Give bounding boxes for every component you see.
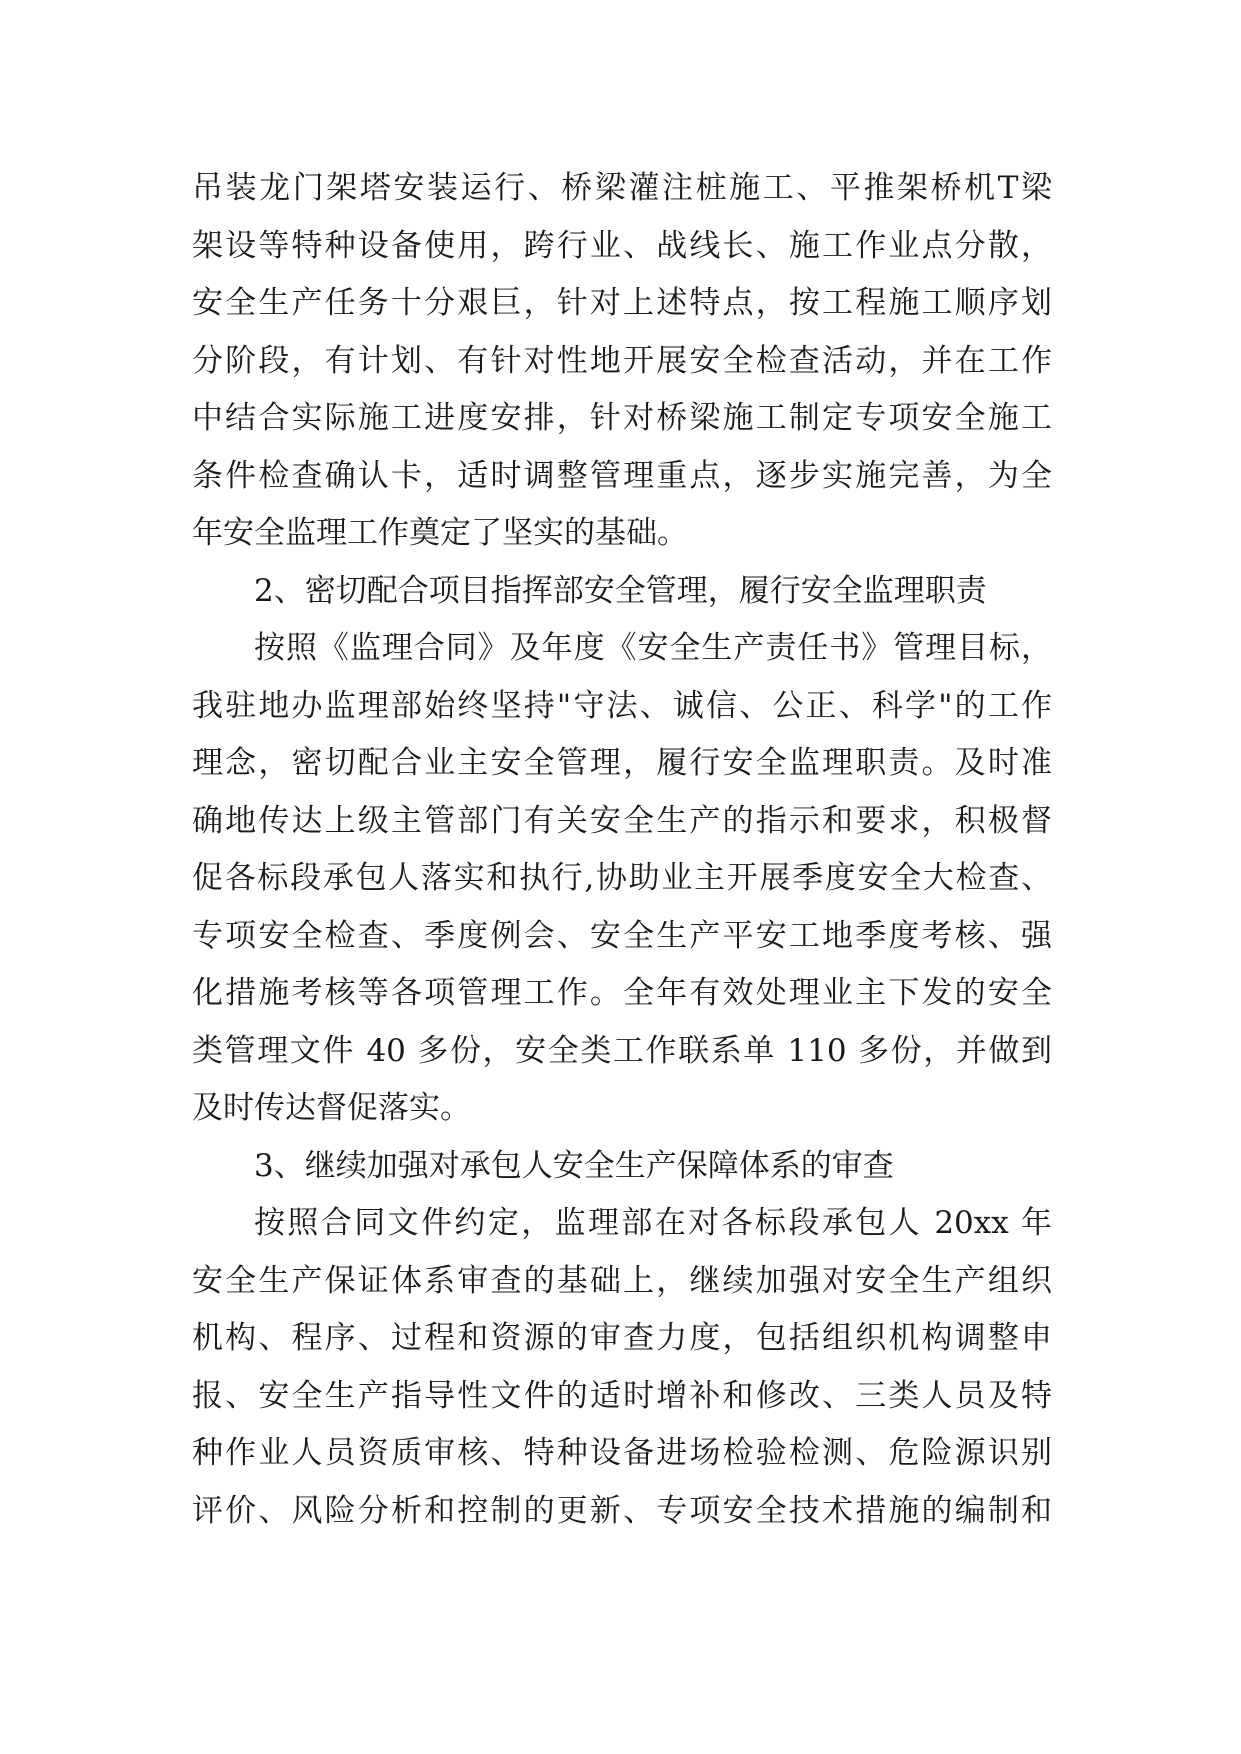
text-line: 吊装龙门架塔安装运行、桥梁灌注桩施工、平推架桥机T梁 <box>192 170 1052 206</box>
text-line: 架设等特种设备使用，跨行业、战线长、施工作业点分散， <box>192 227 1052 264</box>
text-line: 我驻地办监理部始终坚持"守法、诚信、公正、科学"的工作 <box>192 687 1052 724</box>
section-heading: 3、继续加强对承包人安全生产保障体系的审查 <box>254 1147 894 1184</box>
text-line: 及时传达督促落实。 <box>192 1090 471 1126</box>
text-line: 中结合实际施工进度安排，针对桥梁施工制定专项安全施工 <box>192 400 1052 436</box>
document-body <box>192 160 1052 1540</box>
text-line: 安全生产保证体系审查的基础上，继续加强对安全生产组织 <box>192 1262 1052 1299</box>
text-line: 种作业人员资质审核、特种设备进场检验检测、危险源识别 <box>192 1435 1052 1471</box>
text-line: 机构、程序、过程和资源的审查力度，包括组织机构调整申 <box>192 1320 1052 1356</box>
text-line: 确地传达上级主管部门有关安全生产的指示和要求，积极督 <box>192 802 1052 839</box>
text-line: 年安全监理工作奠定了坚实的基础。 <box>192 515 688 551</box>
text-line: 按照《监理合同》及年度《安全生产责任书》管理目标， <box>254 630 1052 666</box>
text-line: 按照合同文件约定，监理部在对各标段承包人 20xx 年 <box>254 1205 1052 1241</box>
text-line: 专项安全检查、季度例会、安全生产平安工地季度考核、强 <box>192 917 1052 954</box>
text-line: 报、安全生产指导性文件的适时增补和修改、三类人员及特 <box>192 1377 1052 1414</box>
text-line: 条件检查确认卡，适时调整管理重点，逐步实施完善，为全 <box>192 457 1052 494</box>
text-line: 评价、风险分析和控制的更新、专项安全技术措施的编制和 <box>192 1492 1052 1529</box>
section-heading: 2、密切配合项目指挥部安全管理，履行安全监理职责 <box>254 572 987 609</box>
text-line: 类管理文件 40 多份，安全类工作联系单 110 多份，并做到 <box>192 1032 1052 1069</box>
text-line: 促各标段承包人落实和执行,协助业主开展季度安全大检查、 <box>192 860 1052 896</box>
text-line: 分阶段，有计划、有针对性地开展安全检查活动，并在工作 <box>192 342 1052 379</box>
text-line: 安全生产任务十分艰巨，针对上述特点，按工程施工顺序划 <box>192 285 1052 321</box>
text-line: 理念，密切配合业主安全管理，履行安全监理职责。及时准 <box>192 745 1052 781</box>
text-line: 化措施考核等各项管理工作。全年有效处理业主下发的安全 <box>192 975 1052 1011</box>
